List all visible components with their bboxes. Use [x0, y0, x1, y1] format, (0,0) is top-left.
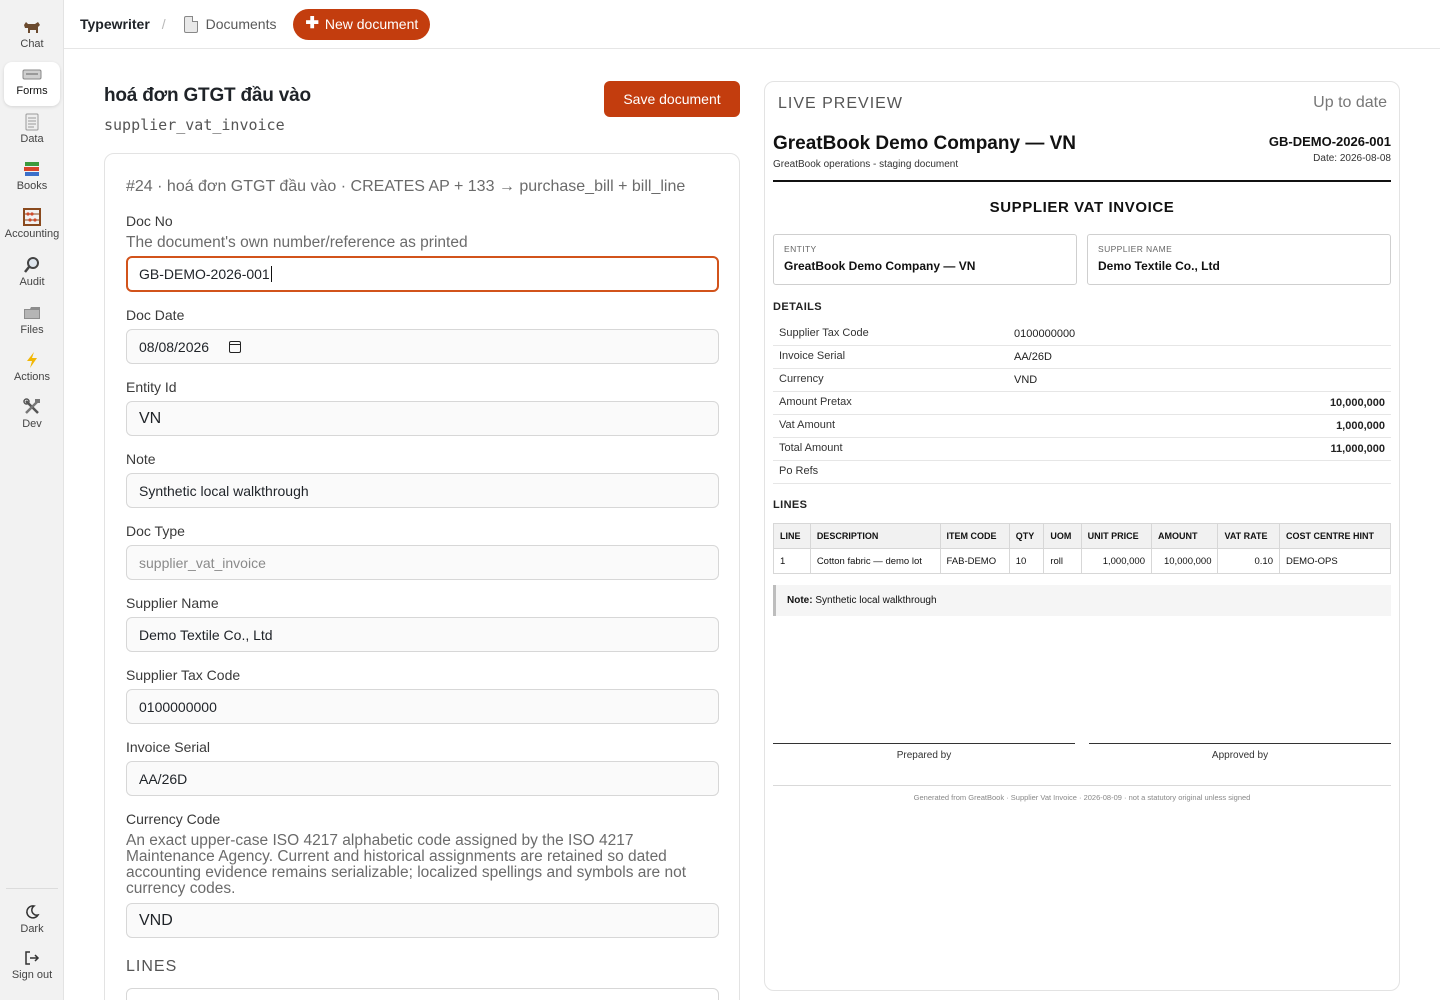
sidebar-item-books[interactable] — [4, 157, 60, 201]
invoice-serial-label: Invoice Serial — [126, 739, 211, 755]
supplier-name-input[interactable] — [126, 617, 719, 652]
sidebar-item-dev[interactable] — [4, 395, 60, 439]
calendar-icon[interactable] — [229, 341, 241, 353]
approved-by-label: Approved by — [1211, 750, 1269, 761]
sidebar-item-label: Actions — [13, 371, 51, 383]
entity-id-label: Entity Id — [126, 379, 177, 395]
new-document-label: New document — [324, 16, 419, 32]
supplier-box-value: Demo Textile Co., Ltd — [1098, 259, 1220, 273]
lines-table-header — [774, 524, 1391, 549]
invoice-date: Date: 2026-08-08 — [1313, 153, 1391, 164]
note-label: Note — [126, 451, 156, 467]
sidebar-item-label: Data — [20, 133, 44, 145]
details-heading: DETAILS — [773, 301, 823, 313]
new-document-button[interactable] — [293, 9, 430, 40]
breadcrumb-documents-label: Documents — [205, 16, 277, 32]
currency-code-value: VND — [139, 911, 173, 929]
footer-rule — [773, 785, 1391, 786]
detail-key: Total Amount — [779, 442, 843, 454]
sidebar-item-data[interactable] — [4, 110, 60, 154]
sidebar-item-label: Forms — [16, 85, 48, 97]
col-description: DESCRIPTION — [810, 524, 940, 549]
doc-type-input[interactable] — [126, 545, 719, 580]
sidebar-item-files[interactable] — [4, 301, 60, 345]
prepared-by-line — [773, 743, 1075, 744]
supplier-tax-code-value: 0100000000 — [139, 698, 217, 715]
detail-value: AA/26D — [1014, 351, 1052, 363]
lightning-icon — [21, 351, 43, 369]
detail-row — [773, 323, 1391, 346]
supplier-name-value: Demo Textile Co., Ltd — [139, 626, 273, 643]
prepared-by-label: Prepared by — [896, 750, 952, 761]
sidebar-item-label: Sign out — [11, 969, 53, 981]
supplier-box-label: SUPPLIER NAME — [1098, 244, 1173, 254]
detail-key: Supplier Tax Code — [779, 327, 869, 339]
sidebar-item-forms[interactable] — [4, 62, 60, 106]
col-unit-price: UNIT PRICE — [1081, 524, 1151, 549]
brand-link[interactable]: Typewriter — [80, 16, 150, 32]
tools-icon — [21, 398, 43, 416]
detail-value: 0100000000 — [1014, 328, 1076, 340]
currency-code-help: An exact upper-case ISO 4217 alphabetic code assigned by the ISO 4217 Maintenance Agency. Current and historical assignments are retained so dated accounting evidence remains serializable; localized spellings and symbols are not currency codes. — [126, 832, 687, 897]
col-uom: UOM — [1044, 524, 1081, 549]
form-subtitle: supplier_vat_invoice — [104, 116, 285, 134]
sidebar-item-label: Audit — [19, 276, 45, 288]
lines-section-heading: LINES — [126, 958, 178, 975]
detail-row — [773, 415, 1391, 438]
save-document-button[interactable]: Save document — [604, 81, 740, 117]
col-line: LINE — [774, 524, 811, 549]
books-icon — [21, 160, 43, 178]
currency-code-input[interactable] — [126, 903, 719, 938]
detail-key: Po Refs — [779, 465, 819, 477]
sign-out-button[interactable] — [4, 946, 60, 990]
sidebar-item-chat[interactable] — [4, 15, 60, 59]
detail-key: Amount Pretax — [779, 396, 852, 408]
text-caret — [271, 266, 272, 282]
sidebar-item-actions[interactable] — [4, 348, 60, 392]
doc-no-label: Doc No — [126, 213, 173, 229]
invoice-doc-number: GB-DEMO-2026-001 — [1268, 134, 1391, 149]
table-cell: DEMO-OPS — [1279, 549, 1390, 574]
sidebar-item-accounting[interactable] — [4, 205, 60, 249]
note-value: Synthetic local walkthrough — [139, 482, 309, 499]
invoice-serial-input[interactable] — [126, 761, 719, 796]
table-row — [774, 549, 1391, 574]
col-qty: QTY — [1009, 524, 1044, 549]
col-amount: AMOUNT — [1151, 524, 1218, 549]
supplier-tax-code-label: Supplier Tax Code — [126, 667, 241, 683]
col-vat-rate: VAT RATE — [1218, 524, 1280, 549]
plus-icon: ✚ — [305, 15, 319, 32]
entity-id-input[interactable] — [126, 401, 719, 436]
invoice-serial-value: AA/26D — [139, 770, 188, 787]
entity-box-label: ENTITY — [784, 244, 817, 254]
supplier-box — [1087, 234, 1391, 285]
doc-no-value: GB-DEMO-2026-001 — [139, 266, 270, 282]
preview-status: Up to date — [1313, 94, 1387, 111]
detail-row — [773, 461, 1391, 484]
dark-mode-toggle[interactable] — [4, 900, 60, 944]
table-cell: roll — [1044, 549, 1081, 574]
sidebar-item-label: Dark — [20, 923, 44, 935]
invoice-note-text: Synthetic local walkthrough — [815, 595, 937, 606]
col-cost-centre-hint: COST CENTRE HINT — [1279, 524, 1390, 549]
ox-icon — [21, 18, 43, 36]
entity-id-value: VN — [139, 409, 162, 427]
detail-row — [773, 438, 1391, 461]
table-cell: 1 — [774, 549, 811, 574]
sidebar-item-label: Books — [16, 180, 48, 192]
detail-key: Vat Amount — [779, 419, 836, 431]
magnifier-icon — [21, 256, 43, 274]
doc-date-input[interactable] — [126, 329, 719, 364]
lines-table — [773, 523, 1391, 574]
table-cell: Cotton fabric — demo lot — [810, 549, 940, 574]
table-cell: 10,000,000 — [1151, 549, 1218, 574]
doc-type-placeholder: supplier_vat_invoice — [139, 554, 266, 571]
detail-row — [773, 346, 1391, 369]
currency-code-label: Currency Code — [126, 811, 221, 827]
form-title: hoá đơn GTGT đầu vào — [104, 85, 311, 106]
document-icon — [184, 16, 198, 33]
col-item-code: ITEM CODE — [940, 524, 1009, 549]
top-bar — [64, 0, 1440, 49]
sidebar-item-label: Files — [20, 324, 44, 336]
keyboard-icon — [21, 65, 43, 83]
table-cell: 1,000,000 — [1081, 549, 1151, 574]
ledger-icon — [21, 113, 43, 131]
breadcrumb-documents[interactable] — [176, 10, 285, 39]
live-preview-panel — [764, 81, 1400, 991]
sidebar-item-label: Accounting — [4, 228, 60, 240]
table-cell: 0.10 — [1218, 549, 1280, 574]
breadcrumb-separator: / — [161, 16, 166, 32]
doc-type-label: Doc Type — [126, 523, 185, 539]
sidebar-item-label: Chat — [20, 38, 44, 50]
invoice-footer: Generated from GreatBook · Supplier Vat Invoice · 2026-08-09 · not a statutory original unless signed — [913, 793, 1251, 802]
form-card — [104, 153, 740, 1000]
detail-value: 10,000,000 — [1329, 397, 1385, 409]
doc-no-input[interactable] — [126, 256, 719, 292]
sign-out-icon — [21, 949, 43, 967]
detail-value: VND — [1014, 374, 1038, 386]
sidebar-item-label: Dev — [22, 418, 42, 430]
sidebar-divider — [6, 888, 58, 889]
detail-key: Invoice Serial — [779, 350, 846, 362]
entity-box-value: GreatBook Demo Company — VN — [784, 259, 976, 273]
supplier-name-label: Supplier Name — [126, 595, 219, 611]
invoice-note-label: Note: — [787, 595, 813, 606]
sidebar — [0, 0, 64, 1000]
table-cell: FAB-DEMO — [940, 549, 1009, 574]
detail-value: 11,000,000 — [1330, 443, 1385, 455]
invoice-company-name: GreatBook Demo Company — VN — [773, 133, 1076, 154]
approved-by-line — [1089, 743, 1391, 744]
lines-editor[interactable] — [126, 988, 719, 1000]
detail-row — [773, 369, 1391, 392]
doc-no-help: The document's own number/reference as printed — [126, 234, 468, 251]
live-preview-title: LIVE PREVIEW — [778, 95, 903, 112]
detail-value: 1,000,000 — [1336, 420, 1385, 432]
detail-key: Currency — [779, 373, 824, 385]
invoice-tagline: GreatBook operations - staging document — [773, 159, 959, 170]
entity-box — [773, 234, 1077, 285]
moon-icon — [21, 903, 43, 921]
detail-row — [773, 392, 1391, 415]
supplier-tax-code-input[interactable] — [126, 689, 719, 724]
table-cell: 10 — [1009, 549, 1044, 574]
sidebar-item-audit[interactable] — [4, 253, 60, 297]
invoice-header-rule — [773, 180, 1391, 182]
doc-date-value: 08/08/2026 — [139, 338, 210, 355]
note-input[interactable] — [126, 473, 719, 508]
abacus-icon — [21, 208, 43, 226]
invoice-note — [773, 585, 1391, 616]
invoice-title: SUPPLIER VAT INVOICE — [989, 199, 1175, 216]
form-description: #24 · hoá đơn GTGT đầu vào · CREATES AP + 133 → purchase_bill + bill_line — [126, 178, 686, 195]
folder-icon — [21, 304, 43, 322]
doc-date-label: Doc Date — [126, 307, 185, 323]
lines-heading: LINES — [773, 499, 808, 511]
